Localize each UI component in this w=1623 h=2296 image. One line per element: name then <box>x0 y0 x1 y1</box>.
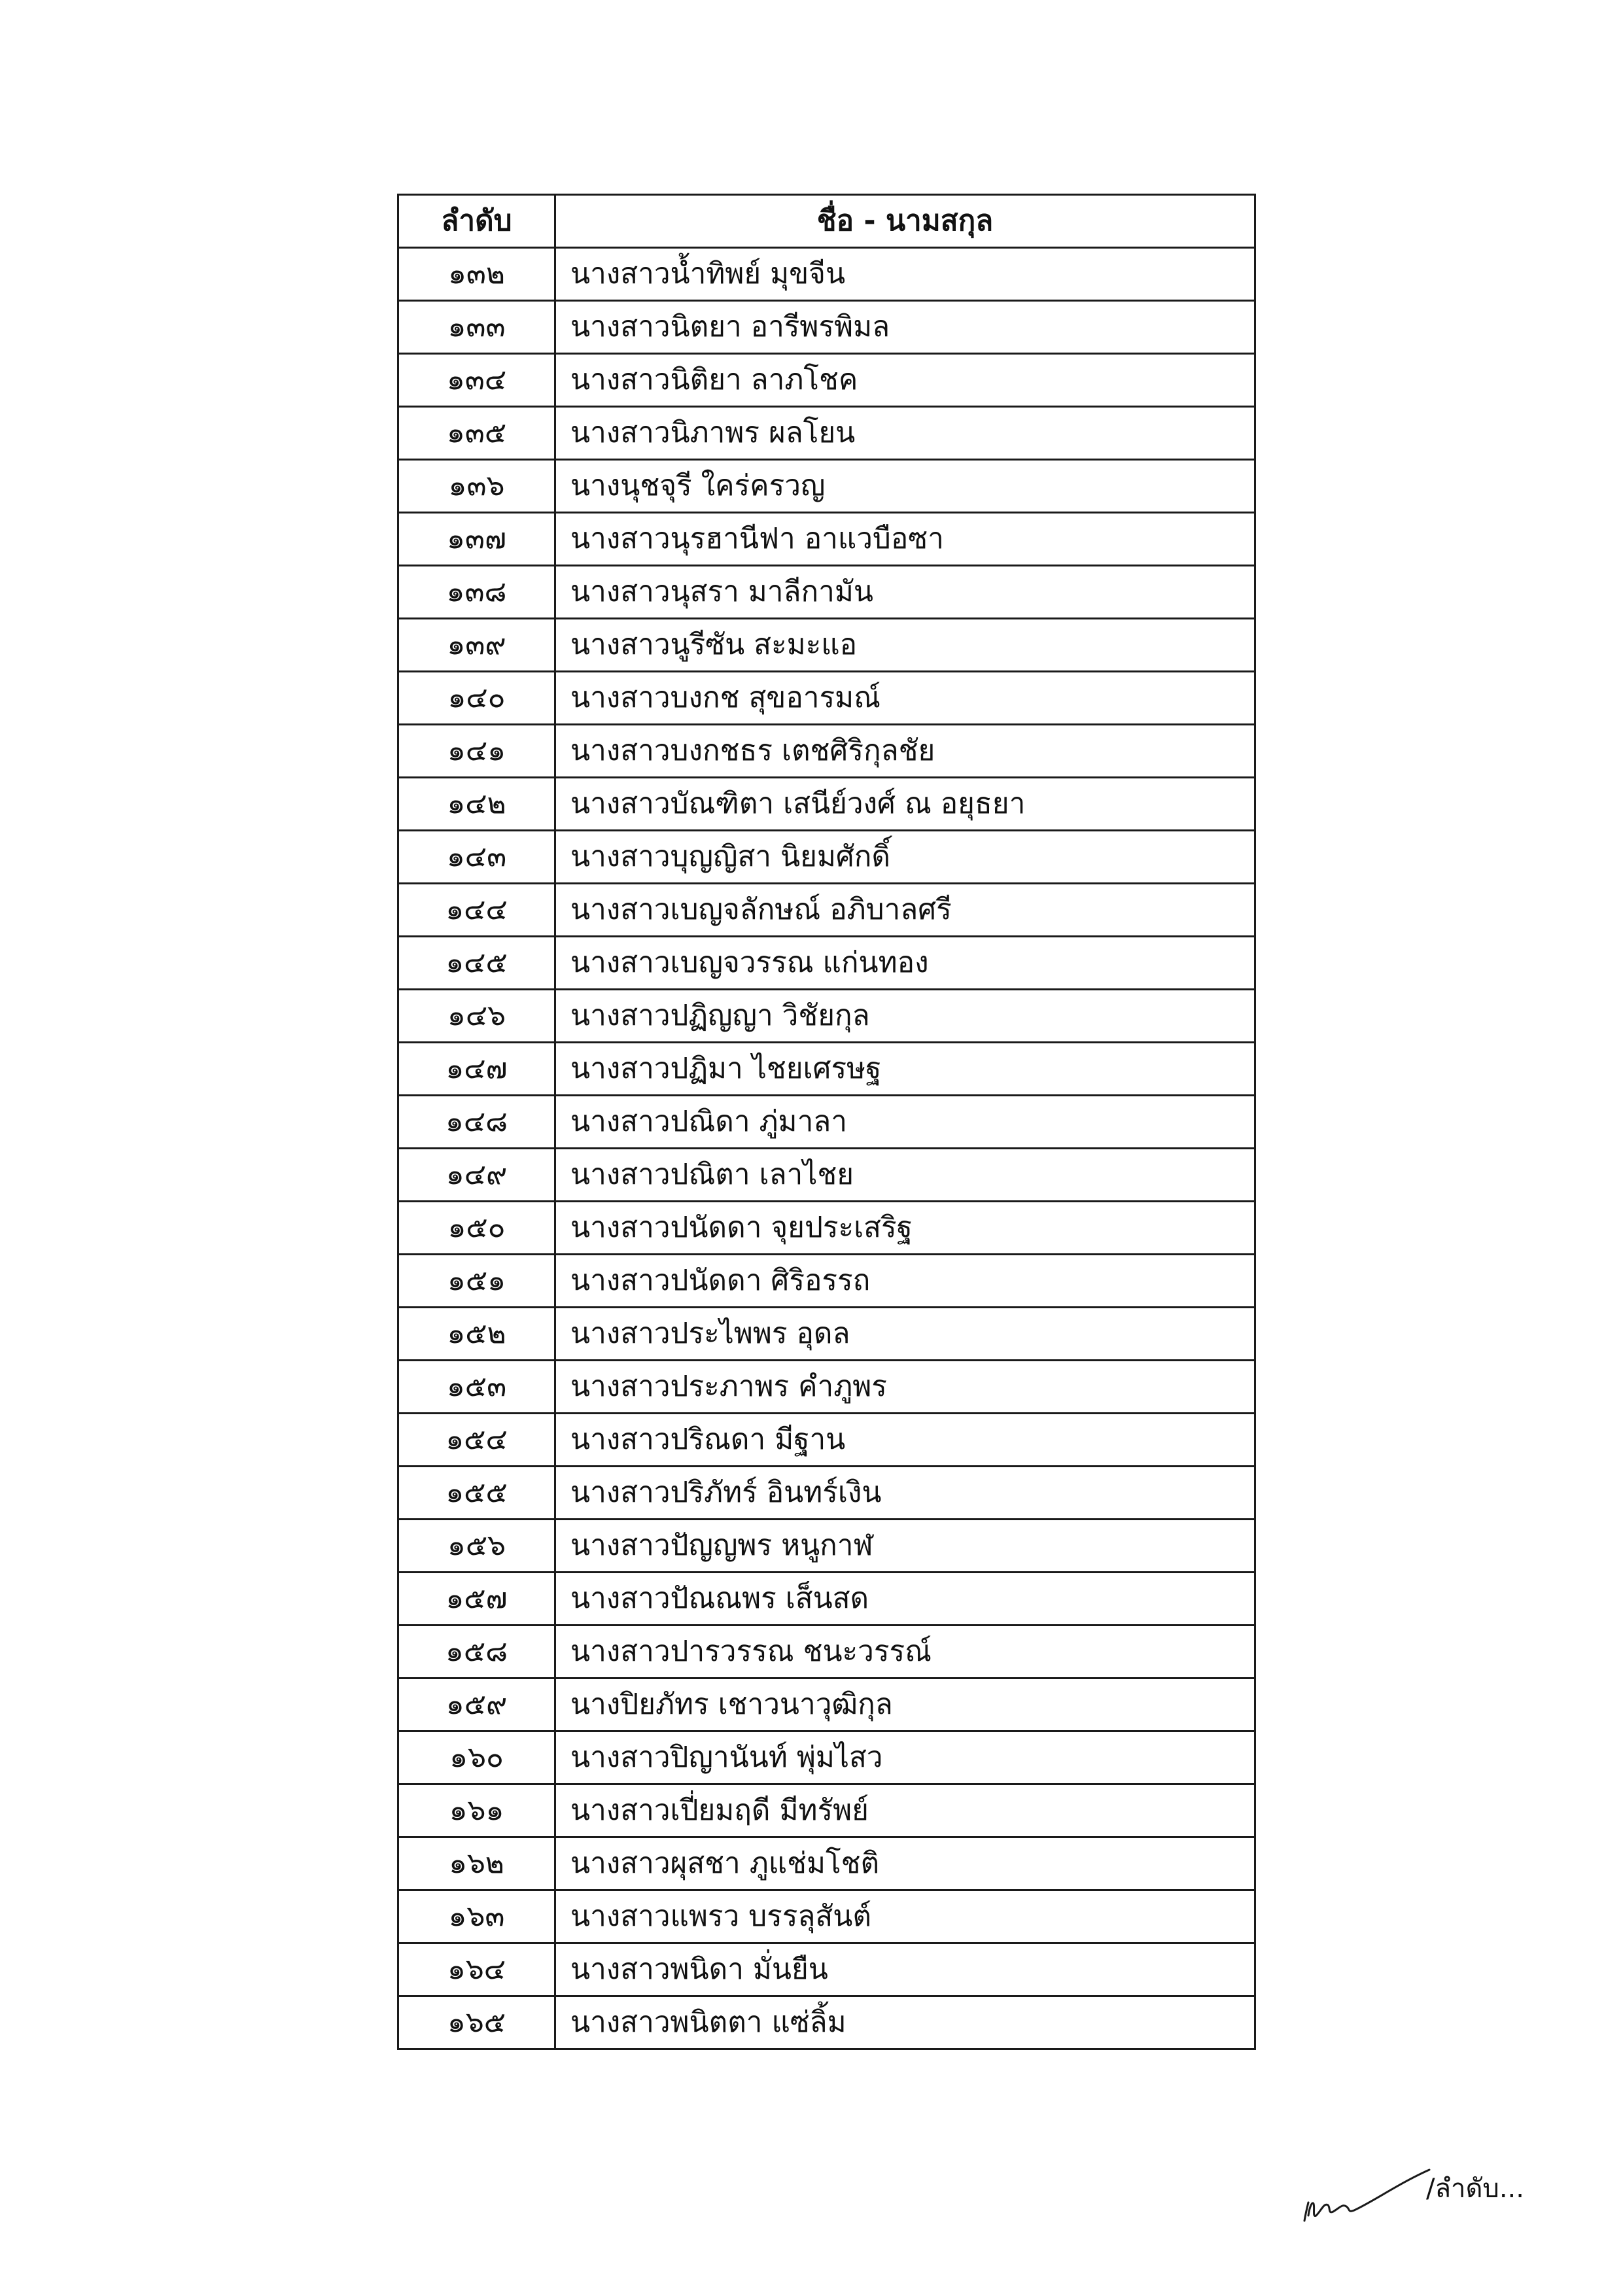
row-full-name: นางสาวนุรฮานีฟา อาแวบือซา <box>555 513 1255 566</box>
table-row <box>398 778 1255 831</box>
row-full-name: นางสาวปนัดดา ศิริอรรถ <box>555 1255 1255 1308</box>
row-full-name: นางสาวปริภัทร์ อินทร์เงิน <box>555 1467 1255 1520</box>
row-number: ๑๕๔ <box>398 1414 555 1467</box>
table-row <box>398 1414 1255 1467</box>
table-body <box>398 248 1255 2049</box>
row-number: ๑๕๙ <box>398 1679 555 1731</box>
row-full-name: นางสาวปณิตา เลาไชย <box>555 1149 1255 1202</box>
table-row <box>398 460 1255 513</box>
row-number: ๑๓๔ <box>398 354 555 407</box>
row-number: ๑๖๒ <box>398 1837 555 1890</box>
table-row <box>398 1255 1255 1308</box>
initials-signature <box>1302 2155 1433 2234</box>
row-full-name: นางปิยภัทร เชาวนาวุฒิกุล <box>555 1679 1255 1731</box>
row-full-name: นางสาวนูรีซัน สะมะแอ <box>555 619 1255 672</box>
row-full-name: นางสาวพนิตตา แซ่ลิ้ม <box>555 1996 1255 2049</box>
row-full-name: นางสาวนิภาพร ผลโยน <box>555 407 1255 460</box>
table-row <box>398 1784 1255 1837</box>
row-number: ๑๕๖ <box>398 1520 555 1573</box>
row-number: ๑๖๔ <box>398 1943 555 1996</box>
row-full-name: นางสาวพนิดา มั่นยืน <box>555 1943 1255 1996</box>
table-row <box>398 407 1255 460</box>
table-row <box>398 1361 1255 1414</box>
table-row <box>398 248 1255 301</box>
row-full-name: นางสาวปารวรรณ ชนะวรรณ์ <box>555 1626 1255 1679</box>
header-full-name: ชื่อ - นามสกุล <box>555 195 1255 248</box>
table-row <box>398 1679 1255 1731</box>
table-row <box>398 354 1255 407</box>
row-number: ๑๓๒ <box>398 248 555 301</box>
row-number: ๑๓๕ <box>398 407 555 460</box>
row-full-name: นางสาวนิติยา ลาภโชค <box>555 354 1255 407</box>
table-row <box>398 1043 1255 1096</box>
table-row <box>398 301 1255 354</box>
table-row <box>398 1626 1255 1679</box>
table-row <box>398 619 1255 672</box>
row-full-name: นางสาวปณิดา ภู่มาลา <box>555 1096 1255 1149</box>
row-number: ๑๕๘ <box>398 1626 555 1679</box>
row-number: ๑๓๘ <box>398 566 555 619</box>
row-number: ๑๕๑ <box>398 1255 555 1308</box>
row-number: ๑๕๗ <box>398 1573 555 1626</box>
table-row <box>398 990 1255 1043</box>
table-row <box>398 1890 1255 1943</box>
table-row <box>398 1202 1255 1255</box>
row-number: ๑๓๖ <box>398 460 555 513</box>
row-full-name: นางสาวนิตยา อารีพรพิมล <box>555 301 1255 354</box>
row-full-name: นางสาวบงกชธร เตชศิริกุลชัย <box>555 725 1255 778</box>
row-full-name: นางสาวปัญญพร หนูกาฬ <box>555 1520 1255 1573</box>
row-full-name: นางสาวผุสชา ภูแช่มโชติ <box>555 1837 1255 1890</box>
row-number: ๑๕๓ <box>398 1361 555 1414</box>
row-number: ๑๔๐ <box>398 672 555 725</box>
table-row <box>398 1573 1255 1626</box>
row-full-name: นางนุชจุรี ใคร่ครวญ <box>555 460 1255 513</box>
row-full-name: นางสาวแพรว บรรลุสันต์ <box>555 1890 1255 1943</box>
row-number: ๑๔๖ <box>398 990 555 1043</box>
table-header-row <box>398 195 1255 248</box>
table-row <box>398 1467 1255 1520</box>
row-number: ๑๖๓ <box>398 1890 555 1943</box>
row-full-name: นางสาวน้ำทิพย์ มุขจีน <box>555 248 1255 301</box>
table-row <box>398 725 1255 778</box>
table-row <box>398 1520 1255 1573</box>
row-number: ๑๖๑ <box>398 1784 555 1837</box>
row-full-name: นางสาวปิญานันท์ พุ่มไสว <box>555 1731 1255 1784</box>
row-number: ๑๔๑ <box>398 725 555 778</box>
row-number: ๑๔๓ <box>398 831 555 884</box>
row-number: ๑๔๔ <box>398 884 555 937</box>
row-number: ๑๔๕ <box>398 937 555 990</box>
table-row <box>398 1943 1255 1996</box>
table-row <box>398 937 1255 990</box>
row-number: ๑๔๘ <box>398 1096 555 1149</box>
name-roster-table <box>397 194 1256 2050</box>
row-number: ๑๓๗ <box>398 513 555 566</box>
continuation-note: /ลำดับ... <box>1426 2174 1524 2204</box>
row-full-name: นางสาวเปี่ยมฤดี มีทรัพย์ <box>555 1784 1255 1837</box>
row-number: ๑๓๙ <box>398 619 555 672</box>
row-full-name: นางสาวปฏิมา ไชยเศรษฐ <box>555 1043 1255 1096</box>
row-number: ๑๖๐ <box>398 1731 555 1784</box>
row-number: ๑๕๕ <box>398 1467 555 1520</box>
table-row <box>398 672 1255 725</box>
row-full-name: นางสาวประไพพร อุดล <box>555 1308 1255 1361</box>
table-row <box>398 1149 1255 1202</box>
row-number: ๑๔๗ <box>398 1043 555 1096</box>
row-full-name: นางสาวปนัดดา จุยประเสริฐ <box>555 1202 1255 1255</box>
row-full-name: นางสาวเบญจลักษณ์ อภิบาลศรี <box>555 884 1255 937</box>
row-full-name: นางสาวนุสรา มาลีกามัน <box>555 566 1255 619</box>
row-full-name: นางสาวปัณณพร เส็นสด <box>555 1573 1255 1626</box>
page-footer <box>1302 2155 1531 2234</box>
row-number: ๑๕๒ <box>398 1308 555 1361</box>
row-full-name: นางสาวบุญญิสา นิยมศักดิ์ <box>555 831 1255 884</box>
table-row <box>398 1731 1255 1784</box>
table-row <box>398 884 1255 937</box>
row-number: ๑๔๙ <box>398 1149 555 1202</box>
row-full-name: นางสาวเบญจวรรณ แก่นทอง <box>555 937 1255 990</box>
row-full-name: นางสาวปริณดา มีฐาน <box>555 1414 1255 1467</box>
row-full-name: นางสาวบัณฑิตา เสนีย์วงศ์ ณ อยุธยา <box>555 778 1255 831</box>
row-full-name: นางสาวปฏิญญา วิชัยกุล <box>555 990 1255 1043</box>
table-row <box>398 831 1255 884</box>
header-number: ลำดับ <box>398 195 555 248</box>
row-number: ๑๔๒ <box>398 778 555 831</box>
table-row <box>398 1837 1255 1890</box>
row-full-name: นางสาวประภาพร คำภูพร <box>555 1361 1255 1414</box>
table-row <box>398 1096 1255 1149</box>
table-row <box>398 566 1255 619</box>
row-number: ๑๓๓ <box>398 301 555 354</box>
table-row <box>398 513 1255 566</box>
table-row <box>398 1996 1255 2049</box>
table-row <box>398 1308 1255 1361</box>
row-number: ๑๖๕ <box>398 1996 555 2049</box>
row-number: ๑๕๐ <box>398 1202 555 1255</box>
row-full-name: นางสาวบงกช สุขอารมณ์ <box>555 672 1255 725</box>
